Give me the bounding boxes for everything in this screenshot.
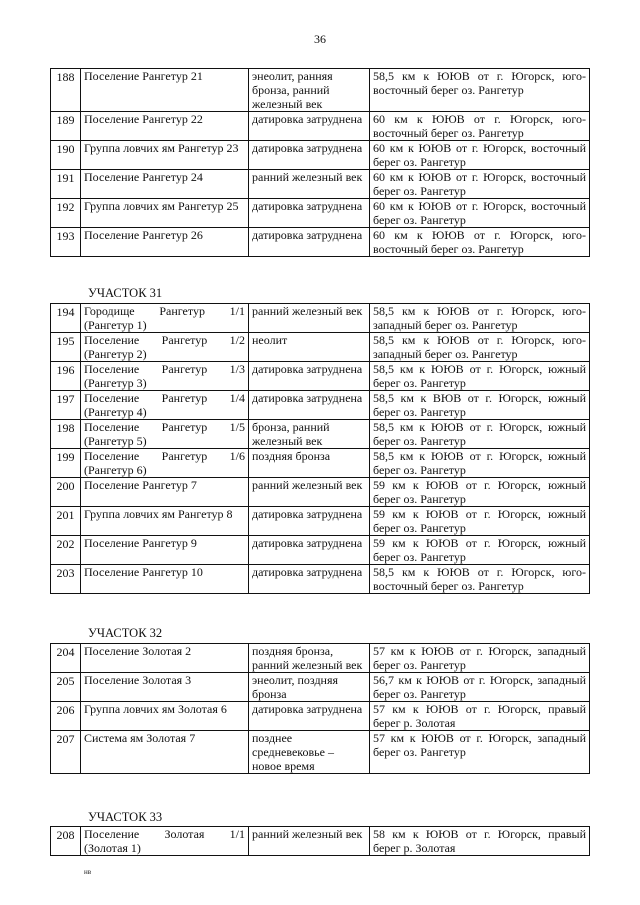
site-location: 60 км к ЮЮВ от г. Югорск, восточный берег оз. Рангетур: [370, 170, 590, 199]
site-location: 59 км к ЮЮВ от г. Югорск, южный берег оз. Рангетур: [370, 536, 590, 565]
site-location: 60 км к ЮЮВ от г. Югорск, восточный берег оз. Рангетур: [370, 141, 590, 170]
site-name: Поселение Рангетур 21: [81, 69, 249, 112]
registry-table-block-1: [50, 68, 590, 257]
row-number: 196: [51, 362, 81, 391]
table-row: [51, 644, 590, 673]
table-row: [51, 304, 590, 333]
row-number: 198: [51, 420, 81, 449]
site-location: 58,5 км к ЮЮВ от г. Югорск, юго-западный берег оз. Рангетур: [370, 333, 590, 362]
table-row: [51, 536, 590, 565]
table-row: [51, 391, 590, 420]
site-dating: поздняя бронза, ранний железный век: [249, 644, 370, 673]
row-number: 194: [51, 304, 81, 333]
site-name: Поселение Рангетур 1/4 (Рангетур 4): [81, 391, 249, 420]
row-number: 190: [51, 141, 81, 170]
row-number: 189: [51, 112, 81, 141]
table-row: [51, 69, 590, 112]
site-location: 59 км к ЮЮВ от г. Югорск, южный берег оз. Рангетур: [370, 507, 590, 536]
table-row: [51, 170, 590, 199]
row-number: 204: [51, 644, 81, 673]
site-location: 57 км к ЮЮВ от г. Югорск, западный берег оз. Рангетур: [370, 644, 590, 673]
row-number: 195: [51, 333, 81, 362]
row-number: 193: [51, 228, 81, 257]
section-title: УЧАСТОК 32: [88, 626, 163, 640]
table-row: [51, 731, 590, 774]
row-number: 199: [51, 449, 81, 478]
site-dating: датировка затруднена: [249, 199, 370, 228]
site-name: Поселение Рангетур 1/6 (Рангетур 6): [81, 449, 249, 478]
site-name: Поселение Рангетур 26: [81, 228, 249, 257]
site-location: 60 км к ЮЮВ от г. Югорск, юго-восточный берег оз. Рангетур: [370, 228, 590, 257]
row-number: 188: [51, 69, 81, 112]
page-number: 36: [314, 32, 326, 46]
registry-table-block-2: [50, 303, 590, 594]
site-name: Группа ловчих ям Рангетур 8: [81, 507, 249, 536]
site-name: Поселение Рангетур 24: [81, 170, 249, 199]
site-location: 59 км к ЮЮВ от г. Югорск, южный берег оз. Рангетур: [370, 478, 590, 507]
site-dating: ранний железный век: [249, 170, 370, 199]
table-row: [51, 228, 590, 257]
site-name: Поселение Золотая 2: [81, 644, 249, 673]
section-title: УЧАСТОК 33: [88, 810, 163, 824]
site-location: 58,5 км к ЮЮВ от г. Югорск, юго-восточный берег оз. Рангетур: [370, 69, 590, 112]
row-number: 191: [51, 170, 81, 199]
table-row: [51, 507, 590, 536]
site-dating: датировка затруднена: [249, 702, 370, 731]
site-location: 60 км к ЮЮВ от г. Югорск, восточный берег оз. Рангетур: [370, 199, 590, 228]
section-title: УЧАСТОК 31: [88, 286, 163, 300]
site-dating: датировка затруднена: [249, 391, 370, 420]
site-name: Поселение Рангетур 9: [81, 536, 249, 565]
site-dating: энеолит, поздняя бронза: [249, 673, 370, 702]
site-location: 58,5 км к ЮЮВ от г. Югорск, южный берег оз. Рангетур: [370, 362, 590, 391]
table-row: [51, 362, 590, 391]
site-dating: датировка затруднена: [249, 228, 370, 257]
row-number: 200: [51, 478, 81, 507]
registry-table-block-3: [50, 643, 590, 774]
site-name: Поселение Рангетур 7: [81, 478, 249, 507]
site-location: 57 км к ЮЮВ от г. Югорск, западный берег оз. Рангетур: [370, 731, 590, 774]
site-dating: датировка затруднена: [249, 141, 370, 170]
site-name: Городище Рангетур 1/1 (Рангетур 1): [81, 304, 249, 333]
footer-mark: нв: [84, 868, 92, 876]
site-name: Поселение Золотая 3: [81, 673, 249, 702]
registry-table-block-4: [50, 826, 590, 856]
site-name: Поселение Рангетур 1/2 (Рангетур 2): [81, 333, 249, 362]
site-location: 60 км к ЮЮВ от г. Югорск, юго-восточный берег оз. Рангетур: [370, 112, 590, 141]
site-name: Поселение Золотая 1/1 (Золотая 1): [81, 827, 249, 856]
site-dating: бронза, ранний железный век: [249, 420, 370, 449]
site-name: Группа ловчих ям Золотая 6: [81, 702, 249, 731]
site-name: Поселение Рангетур 22: [81, 112, 249, 141]
table-row: [51, 112, 590, 141]
table-row: [51, 199, 590, 228]
row-number: 208: [51, 827, 81, 856]
row-number: 192: [51, 199, 81, 228]
site-dating: датировка затруднена: [249, 112, 370, 141]
table-row: [51, 333, 590, 362]
row-number: 206: [51, 702, 81, 731]
row-number: 207: [51, 731, 81, 774]
site-location: 58,5 км к ВЮВ от г. Югорск, южный берег оз. Рангетур: [370, 391, 590, 420]
site-dating: датировка затруднена: [249, 565, 370, 594]
site-name: Поселение Рангетур 10: [81, 565, 249, 594]
site-name: Поселение Рангетур 1/5 (Рангетур 5): [81, 420, 249, 449]
site-dating: поздняя бронза: [249, 449, 370, 478]
site-location: 58,5 км к ЮЮВ от г. Югорск, юго-восточный берег оз. Рангетур: [370, 565, 590, 594]
site-dating: энеолит, ранняя бронза, ранний железный век: [249, 69, 370, 112]
site-location: 57 км к ЮЮВ от г. Югорск, правый берег р. Золотая: [370, 702, 590, 731]
site-dating: датировка затруднена: [249, 507, 370, 536]
site-dating: ранний железный век: [249, 827, 370, 856]
table-row: [51, 449, 590, 478]
table-row: [51, 478, 590, 507]
site-name: Группа ловчих ям Рангетур 23: [81, 141, 249, 170]
site-location: 58,5 км к ЮЮВ от г. Югорск, южный берег оз. Рангетур: [370, 420, 590, 449]
table-row: [51, 141, 590, 170]
site-dating: неолит: [249, 333, 370, 362]
site-dating: позднее средневековье – новое время: [249, 731, 370, 774]
site-name: Поселение Рангетур 1/3 (Рангетур 3): [81, 362, 249, 391]
table-row: [51, 673, 590, 702]
table-row: [51, 565, 590, 594]
table-row: [51, 827, 590, 856]
site-location: 58 км к ЮЮВ от г. Югорск, правый берег р. Золотая: [370, 827, 590, 856]
row-number: 202: [51, 536, 81, 565]
site-location: 58,5 км к ЮЮВ от г. Югорск, южный берег оз. Рангетур: [370, 449, 590, 478]
table-row: [51, 420, 590, 449]
site-name: Система ям Золотая 7: [81, 731, 249, 774]
row-number: 201: [51, 507, 81, 536]
site-location: 58,5 км к ЮЮВ от г. Югорск, юго-западный берег оз. Рангетур: [370, 304, 590, 333]
site-name: Группа ловчих ям Рангетур 25: [81, 199, 249, 228]
site-dating: ранний железный век: [249, 304, 370, 333]
row-number: 205: [51, 673, 81, 702]
site-dating: датировка затруднена: [249, 362, 370, 391]
site-location: 56,7 км к ЮЮВ от г. Югорск, западный берег оз. Рангетур: [370, 673, 590, 702]
table-row: [51, 702, 590, 731]
site-dating: ранний железный век: [249, 478, 370, 507]
row-number: 197: [51, 391, 81, 420]
row-number: 203: [51, 565, 81, 594]
site-dating: датировка затруднена: [249, 536, 370, 565]
